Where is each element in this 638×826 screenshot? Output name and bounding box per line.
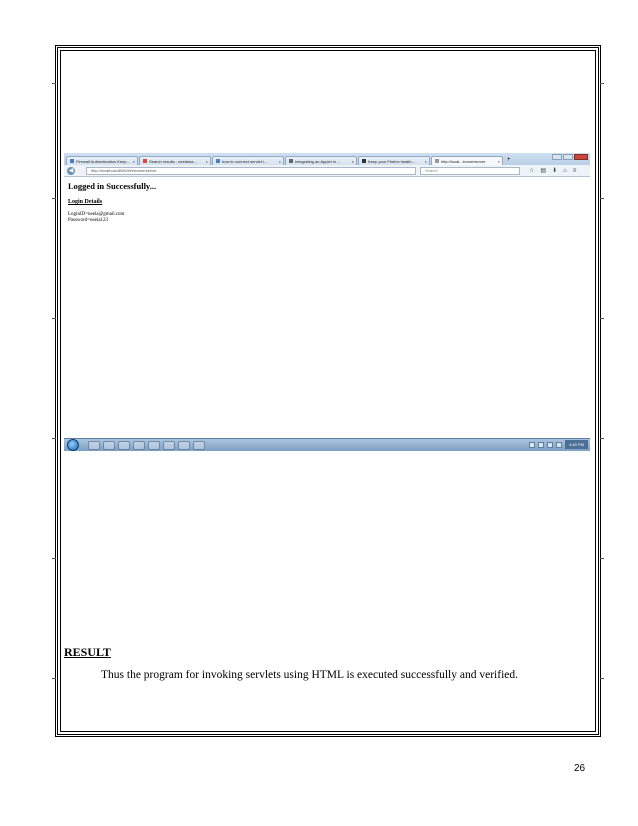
volume-icon[interactable] bbox=[556, 442, 562, 448]
taskbar bbox=[64, 438, 590, 451]
page-icon bbox=[435, 159, 439, 163]
result-text: Thus the program for invoking servlets using HTML is executed successfully and verified. bbox=[101, 669, 518, 681]
page-icon bbox=[289, 159, 293, 163]
tab[interactable]: how to connect servlet i... × bbox=[212, 156, 284, 165]
app-icon[interactable] bbox=[133, 441, 145, 450]
close-window-button[interactable] bbox=[574, 154, 588, 160]
start-button[interactable] bbox=[67, 439, 79, 451]
gmail-icon bbox=[143, 159, 147, 163]
tray-icon[interactable] bbox=[529, 442, 535, 448]
app-icon[interactable] bbox=[193, 441, 205, 450]
close-icon[interactable]: × bbox=[497, 158, 500, 164]
browser-icon[interactable] bbox=[103, 441, 115, 450]
browser-screenshot bbox=[64, 153, 590, 451]
bookmark-star-icon[interactable]: ☆ bbox=[529, 168, 535, 174]
download-icon[interactable]: ⬇ bbox=[552, 168, 558, 174]
login-details-heading: Login Details bbox=[68, 199, 103, 205]
tray-icon[interactable] bbox=[538, 442, 544, 448]
tab[interactable]: Search results - neelarsa... × bbox=[139, 156, 211, 165]
page-number: 26 bbox=[574, 763, 586, 774]
library-icon[interactable]: ▤ bbox=[540, 168, 547, 174]
app-icon[interactable] bbox=[178, 441, 190, 450]
page-heading: Logged in Successfully... bbox=[68, 181, 157, 191]
address-bar[interactable]: http://localhost:8080/Welcome/server bbox=[86, 167, 416, 175]
app-icon[interactable] bbox=[148, 441, 160, 450]
maximize-button[interactable] bbox=[563, 154, 573, 160]
close-icon[interactable]: × bbox=[424, 158, 427, 164]
page-icon bbox=[216, 159, 220, 163]
tab[interactable]: Firewall Authentication Keep... × bbox=[66, 156, 138, 165]
taskbar-icons bbox=[88, 441, 205, 450]
close-icon[interactable]: × bbox=[278, 158, 281, 164]
network-icon[interactable] bbox=[547, 442, 553, 448]
window-controls bbox=[552, 154, 588, 160]
clock[interactable]: 4:40 PM bbox=[565, 440, 588, 449]
explorer-icon[interactable] bbox=[88, 441, 100, 450]
page-icon bbox=[362, 159, 366, 163]
app-icon[interactable] bbox=[118, 441, 130, 450]
close-icon[interactable]: × bbox=[205, 158, 208, 164]
close-icon[interactable]: × bbox=[351, 158, 354, 164]
minimize-button[interactable] bbox=[552, 154, 562, 160]
app-icon[interactable] bbox=[163, 441, 175, 450]
result-heading: RESULT bbox=[64, 645, 111, 659]
tab-bar bbox=[64, 153, 590, 165]
search-input[interactable]: Search bbox=[420, 167, 520, 175]
back-button[interactable]: ◀ bbox=[68, 168, 74, 174]
tab[interactable]: Keep your Firefox health... × bbox=[358, 156, 430, 165]
tab[interactable]: Integrating an Applet in ... × bbox=[285, 156, 357, 165]
home-icon[interactable]: ⌂ bbox=[563, 168, 567, 174]
system-tray bbox=[529, 440, 588, 449]
close-icon[interactable]: × bbox=[132, 158, 135, 164]
page-icon bbox=[70, 159, 74, 163]
password-text: Password=neela123 bbox=[68, 218, 109, 223]
new-tab-button[interactable]: + bbox=[507, 157, 511, 163]
toolbar-icons bbox=[529, 167, 576, 175]
page-content bbox=[68, 181, 156, 224]
navigation-bar bbox=[64, 165, 590, 177]
menu-icon[interactable]: ≡ bbox=[572, 168, 577, 174]
tab-active[interactable]: http://local...icome/server × bbox=[431, 156, 503, 165]
login-id-text: LoginID=neela@gmail.com bbox=[68, 212, 125, 217]
